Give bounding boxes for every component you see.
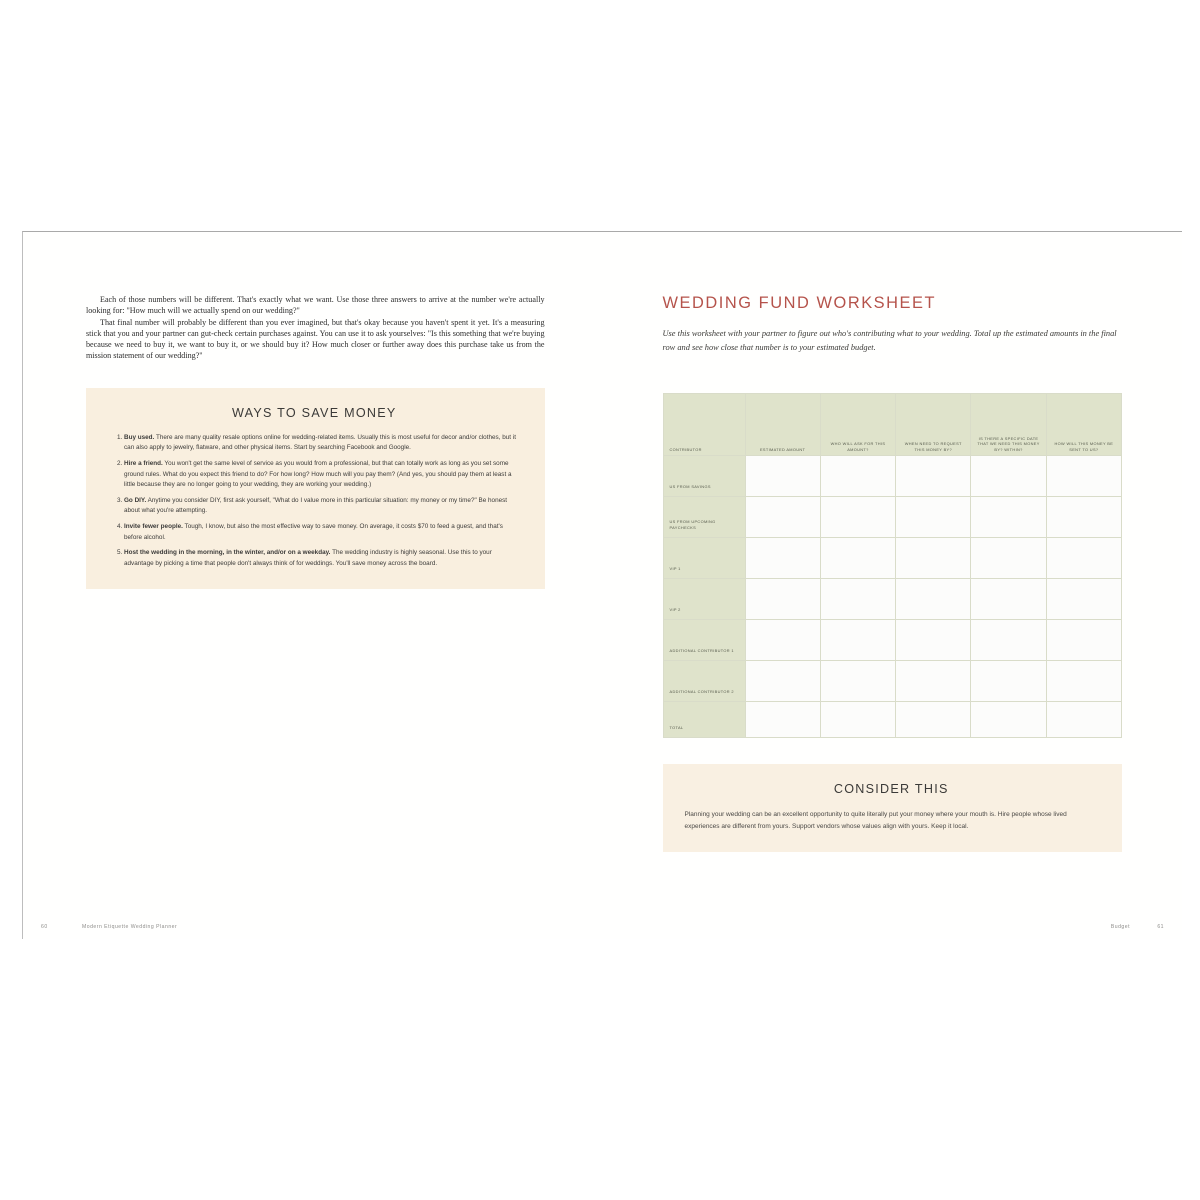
worksheet-cell[interactable] — [971, 456, 1046, 497]
worksheet-cell[interactable] — [745, 661, 820, 702]
right-page-footer — [603, 909, 1183, 939]
worksheet-cell[interactable] — [1046, 497, 1121, 538]
worksheet-cell[interactable] — [745, 620, 820, 661]
wedding-fund-worksheet-table — [663, 393, 1123, 738]
worksheet-cell[interactable] — [1046, 456, 1121, 497]
tip-text: Tough, I know, but also the most effective way to save money. On average, it costs $70 to feed a guest, and that's before alcohol. — [124, 523, 503, 541]
tip-text: You won't get the same level of service as you would from a professional, but that can totally work as long as you set some ground rules. What do you expect this friend to do? For how long? How much will you pay them? (And yes, you should pay them at least a little because they are no longer going to your wedding, they are working your wedding.) — [124, 460, 512, 488]
row-header-us-from-savings: US FROM SAVINGS — [663, 456, 745, 497]
worksheet-intro: Use this worksheet with your partner to figure out who's contributing what to your wedding. Total up the estimated amounts in the final row and see how close that number is to your estimated budget. — [662, 329, 1117, 352]
callout-title: WAYS TO SAVE MONEY — [231, 405, 397, 420]
row-header-vip-1: VIP 1 — [663, 538, 745, 579]
column-header-who-will-ask: WHO WILL ASK FOR THIS AMOUNT? — [820, 394, 895, 456]
row-header-vip-2: VIP 2 — [663, 579, 745, 620]
column-header-how-money-sent: HOW WILL THIS MONEY BE SENT TO US? — [1046, 394, 1121, 456]
list-item — [124, 522, 519, 543]
table-header-row — [663, 394, 1122, 456]
worksheet-cell-total[interactable] — [971, 702, 1046, 738]
worksheet-cell[interactable] — [896, 538, 971, 579]
table-body — [663, 456, 1122, 738]
row-header-additional-contributor-1: ADDITIONAL CONTRIBUTOR 1 — [663, 620, 745, 661]
worksheet-cell[interactable] — [971, 497, 1046, 538]
worksheet-cell[interactable] — [745, 538, 820, 579]
column-header-specific-date-needed: IS THERE A SPECIFIC DATE THAT WE NEED THIS MONEY BY? WITHIN? — [971, 394, 1046, 456]
worksheet-cell[interactable] — [1046, 620, 1121, 661]
tip-lead: Buy used. — [124, 433, 155, 441]
worksheet-cell[interactable] — [820, 620, 895, 661]
consider-this-callout — [663, 764, 1123, 852]
worksheet-cell[interactable] — [1046, 661, 1121, 702]
worksheet-cell[interactable] — [820, 661, 895, 702]
left-page-footer — [23, 909, 603, 939]
book-spread — [22, 231, 1182, 939]
column-header-estimated-amount: ESTIMATED AMOUNT — [745, 394, 820, 456]
callout-body: Planning your wedding can be an excellent opportunity to quite literally put your money where your mouth is. Hire people whose lived experiences are different from yours. Support vendors whose values align with yours. Keep it local. — [684, 811, 1067, 830]
row-header-us-from-upcoming-paychecks: US FROM UPCOMING PAYCHECKS — [663, 497, 745, 538]
worksheet-cell[interactable] — [820, 497, 895, 538]
worksheet-cell-total[interactable] — [745, 702, 820, 738]
worksheet-cell[interactable] — [1046, 538, 1121, 579]
table-row — [663, 620, 1122, 661]
row-header-additional-contributor-2: ADDITIONAL CONTRIBUTOR 2 — [663, 661, 745, 702]
worksheet-cell[interactable] — [971, 538, 1046, 579]
left-page — [23, 232, 603, 939]
worksheet-cell[interactable] — [1046, 579, 1121, 620]
table-row-total — [663, 702, 1122, 738]
worksheet-cell[interactable] — [745, 456, 820, 497]
tip-text: The wedding industry is highly seasonal. Use this to your advantage by picking a time that people don't always think of for weddings. You'll save money across the board. — [124, 549, 492, 567]
worksheet-cell-total[interactable] — [896, 702, 971, 738]
table-header — [663, 394, 1122, 456]
worksheet-cell[interactable] — [971, 620, 1046, 661]
worksheet-cell[interactable] — [971, 661, 1046, 702]
worksheet-cell[interactable] — [745, 579, 820, 620]
page-title: WEDDING FUND WORKSHEET — [662, 294, 937, 312]
tip-lead: Hire a friend. — [124, 460, 163, 468]
list-item — [124, 459, 519, 490]
ways-to-save-money-callout — [86, 388, 545, 589]
callout-title: CONSIDER THIS — [833, 782, 949, 796]
table-row — [663, 497, 1122, 538]
list-item — [124, 496, 519, 517]
list-item — [124, 433, 519, 454]
book-title: Modern Etiquette Wedding Planner — [82, 924, 178, 930]
worksheet-cell[interactable] — [896, 661, 971, 702]
worksheet-cell[interactable] — [745, 497, 820, 538]
table-row — [663, 538, 1122, 579]
worksheet-cell[interactable] — [896, 620, 971, 661]
tip-lead: Invite fewer people. — [124, 523, 183, 531]
table-row — [663, 661, 1122, 702]
page-number: 61 — [1157, 924, 1164, 930]
list-item — [124, 548, 519, 569]
worksheet-cell[interactable] — [820, 579, 895, 620]
tip-text: There are many quality resale options online for wedding-related items. Usually this is most useful for decor and/or clothes, but it can also apply to jewelry, flatware, and other physical items. Start by searching Facebook and Google. — [124, 433, 516, 452]
row-header-total: TOTAL — [663, 702, 745, 738]
tip-lead: Go DIY. — [124, 496, 147, 504]
tip-text: Anytime you consider DIY, first ask yourself, "What do I value more in this particular situation: my money or my time?" Be honest about what you're attempting. — [124, 496, 508, 515]
worksheet-cell[interactable] — [971, 579, 1046, 620]
worksheet-cell[interactable] — [820, 538, 895, 579]
column-header-when-request-by: WHEN NEED TO REQUEST THIS MONEY BY? — [896, 394, 971, 456]
right-page — [603, 232, 1183, 939]
body-paragraph-2: That final number will probably be different than you ever imagined, but that's okay because you haven't spent it yet. It's a measuring stick that you and your partner can gut-check certain purchases against. You can use it to ask yourselves: "Is this something that we're buying because we need to buy it, we want to buy it, or we should buy it? How much closer or further away does this purchase take us from the mission statement of our wedding?" — [86, 317, 545, 361]
column-header-contributor: CONTRIBUTOR — [663, 394, 745, 456]
tips-list — [108, 433, 521, 569]
worksheet-cell-total[interactable] — [1046, 702, 1121, 738]
section-name: Budget — [1110, 924, 1130, 930]
worksheet-cell[interactable] — [820, 456, 895, 497]
table-row — [663, 579, 1122, 620]
page-number: 60 — [41, 924, 48, 930]
worksheet-cell[interactable] — [896, 579, 971, 620]
worksheet-cell[interactable] — [896, 497, 971, 538]
body-paragraph-1: Each of those numbers will be different. That's exactly what we want. Use those three answers to arrive at the number we're actually looking for: "How much will we actually spend on our wedding?" — [86, 295, 545, 316]
tip-lead: Host the wedding in the morning, in the winter, and/or on a weekday. — [124, 549, 331, 557]
worksheet-cell[interactable] — [896, 456, 971, 497]
table-row — [663, 456, 1122, 497]
worksheet-cell-total[interactable] — [820, 702, 895, 738]
